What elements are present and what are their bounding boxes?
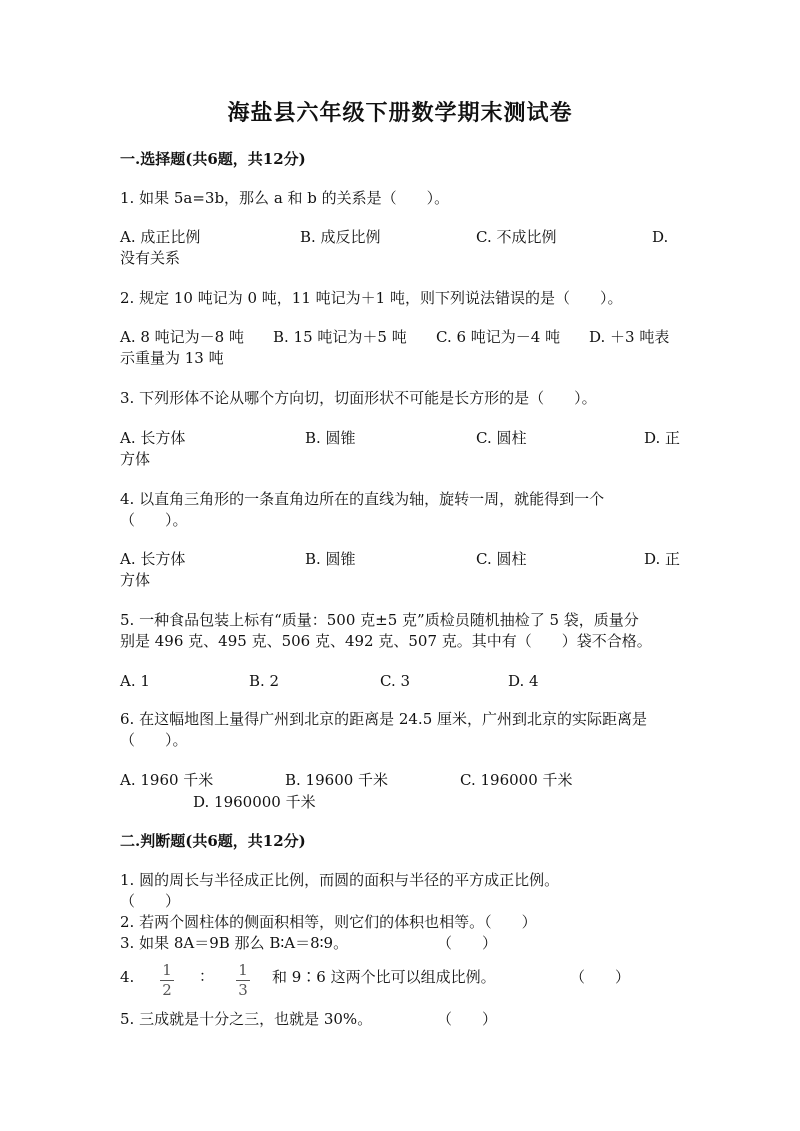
fraction-numerator: 1 [238,961,248,979]
question-stem: 2. 规定 10 吨记为 0 吨，11 吨记为＋1 吨，则下列说法错误的是（ ）。 [120,289,623,307]
answer-blank: （ ） [570,968,631,986]
option-a: A. 1960 千米 [120,771,214,789]
option-a: A. 长方体 [120,429,186,447]
ratio-colon: ： [199,967,215,985]
option-a: A. 1 [120,672,150,690]
section-heading-judgement: 二.判断题(共6题，共12分) [120,832,306,850]
option-c: C. 3 [380,672,411,690]
question-stem: 4. 以直角三角形的一条直角边所在的直线为轴，旋转一周，就能得到一个 [120,490,605,508]
option-c: C. 圆柱 [476,429,527,447]
page-title: 海盐县六年级下册数学期末测试卷 [227,100,573,126]
option-a: A. 长方体 [120,550,186,568]
fraction-numerator: 1 [162,961,172,979]
question-stem: 1. 如果 5a=3b，那么 a 和 b 的关系是（ ）。 [120,189,450,207]
question-stem-continued: （ ）。 [120,731,188,749]
answer-blank: （ ） [437,1010,498,1028]
option-a: A. 8 吨记为－8 吨 [120,328,244,346]
judgement-item: 2. 若两个圆柱体的侧面积相等，则它们的体积也相等。（ ） [120,913,537,931]
fraction-denominator: 2 [162,981,172,999]
question-stem: 3. 下列形体不论从哪个方向切，切面形状不可能是长方形的是（ ）。 [120,389,597,407]
option-c: C. 196000 千米 [460,771,573,789]
option-b: B. 15 吨记为＋5 吨 [273,328,407,346]
option-c: C. 不成比例 [476,228,557,246]
option-b: B. 成反比例 [300,228,381,246]
option-a: A. 成正比例 [120,228,201,246]
section-heading-choice: 一.选择题(共6题，共12分) [120,150,306,168]
judgement-item: 1. 圆的周长与半径成正比例，而圆的面积与半径的平方成正比例。 [120,871,560,889]
answer-blank: （ ） [120,892,181,910]
fraction-one-third [236,963,250,998]
option-c: C. 6 吨记为－4 吨 [436,328,561,346]
question-stem-continued: （ ）。 [120,511,188,529]
option-b: B. 圆锥 [305,550,356,568]
judgement-item: 5. 三成就是十分之三，也就是 30%。 [120,1010,373,1028]
option-d: D. 正 [644,429,681,447]
option-d: D. 正 [644,550,681,568]
option-d-continued: 方体 [120,450,151,468]
option-b: B. 19600 千米 [285,771,389,789]
answer-blank: （ ） [437,934,498,952]
option-d-continued: 方体 [120,571,151,589]
option-b: B. 圆锥 [305,429,356,447]
option-d: D. [652,228,669,246]
option-d: D. ＋3 吨表 [589,328,670,346]
option-d: D. 4 [508,672,539,690]
fraction-denominator: 3 [238,981,248,999]
option-d: D. 1960000 千米 [193,793,316,811]
option-d-continued: 示重量为 13 吨 [120,349,224,367]
question-stem: 6. 在这幅地图上量得广州到北京的距离是 24.5 厘米，广州到北京的实际距离是 [120,710,648,728]
question-stem-continued: 别是 496 克、495 克、506 克、492 克、507 克。其中有（ ）袋不合格。 [120,632,652,650]
question-stem: 5. 一种食品包装上标有“质量：500 克±5 克”质检员随机抽检了 5 袋，质量分 [120,611,639,629]
option-c: C. 圆柱 [476,550,527,568]
option-d-continued: 没有关系 [120,249,181,267]
judgement-item-rest: 和 9∶6 这两个比可以组成比例。 [272,968,496,986]
option-b: B. 2 [249,672,280,690]
judgement-item: 3. 如果 8A＝9B 那么 B∶A＝8∶9。 [120,934,349,952]
item-number: 4. [120,968,135,986]
fraction-one-half [160,963,174,998]
